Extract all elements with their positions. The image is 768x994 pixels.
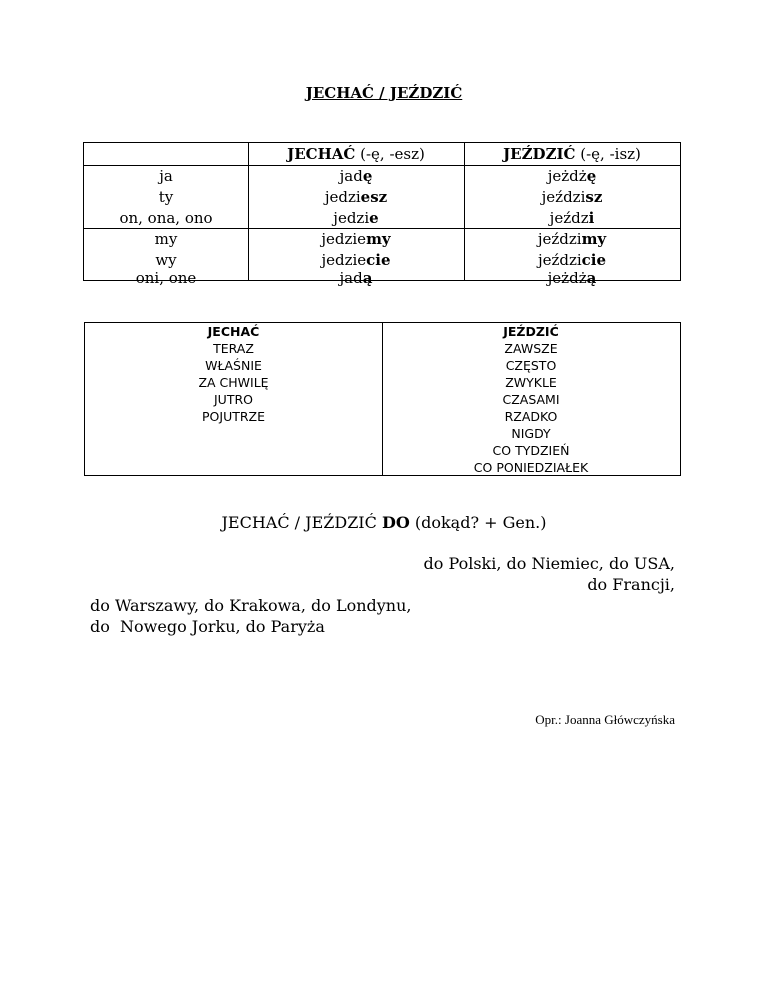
jezdzic-column — [464, 143, 680, 287]
preposition-rule: JECHAĆ / JEŹDZIĆ DO (dokąd? + Gen.) — [221, 513, 547, 532]
pronoun-cell: ja — [159, 167, 173, 185]
example-cities-line2: do Nowego Jorku, do Paryża — [90, 617, 325, 636]
adverb-item: ZA CHWILĘ — [198, 375, 269, 390]
page-title: JECHAĆ / JEŹDZIĆ — [305, 84, 463, 102]
adverb-item: WŁAŚNIE — [205, 358, 262, 373]
jezdzic-form: jeździcie — [537, 251, 607, 269]
adverbs-table — [84, 322, 681, 476]
jechac-form: jedzie — [333, 209, 379, 227]
adverb-item: CO TYDZIEŃ — [492, 443, 570, 458]
jechac-adverbs-header: JECHAĆ — [207, 324, 260, 339]
jezdzic-form: jeżdżę — [547, 167, 597, 185]
jechac-form: jedziesz — [324, 188, 388, 206]
adverb-item: JUTRO — [214, 392, 253, 407]
adverb-item: CO PONIEDZIAŁEK — [473, 460, 589, 475]
example-countries-line2: do Francji, — [587, 575, 675, 594]
jezdzic-form: jeżdżą — [547, 269, 597, 287]
pronoun-cell: my — [154, 230, 178, 248]
example-countries-line1: do Polski, do Niemiec, do USA, — [423, 554, 675, 573]
adverb-item: NIGDY — [511, 426, 551, 441]
pronoun-cell: oni, one — [135, 269, 197, 287]
jechac-form: jadę — [339, 167, 373, 185]
adverb-item: CZASAMI — [502, 392, 560, 407]
adverb-item: TERAZ — [213, 341, 254, 356]
jezdzic-adverbs-column — [382, 323, 680, 475]
jechac-header: JECHAĆ (-ę, -esz) — [248, 143, 464, 166]
adverb-item: ZAWSZE — [504, 341, 558, 356]
jezdzic-header: JEŹDZIĆ (-ę, -isz) — [464, 143, 680, 166]
example-cities-line1: do Warszawy, do Krakowa, do Londynu, — [90, 596, 412, 615]
jechac-column — [248, 143, 465, 287]
adverb-item: POJUTRZE — [202, 409, 265, 424]
jechac-adverbs-column — [85, 323, 383, 475]
jezdzic-form: jeździmy — [537, 230, 607, 248]
adverb-item: ZWYKLE — [505, 375, 557, 390]
jezdzic-adverbs-header: JEŹDZIĆ — [503, 324, 559, 339]
author-credit: Opr.: Joanna Główczyńska — [535, 712, 675, 727]
jechac-form: jadą — [339, 269, 373, 287]
jechac-form: jedziecie — [321, 251, 391, 269]
adverb-item: RZADKO — [504, 409, 558, 424]
pronoun-column — [84, 143, 249, 287]
jezdzic-form: jeździsz — [541, 188, 603, 206]
conjugation-table — [83, 142, 681, 287]
pronoun-cell: ty — [158, 188, 174, 206]
pronoun-cell: on, ona, ono — [119, 209, 213, 227]
jezdzic-form: jeździ — [549, 209, 595, 227]
pronoun-header — [84, 143, 248, 166]
adverb-item: CZĘSTO — [505, 358, 557, 373]
jechac-form: jedziemy — [321, 230, 391, 248]
pronoun-cell: wy — [155, 251, 177, 269]
